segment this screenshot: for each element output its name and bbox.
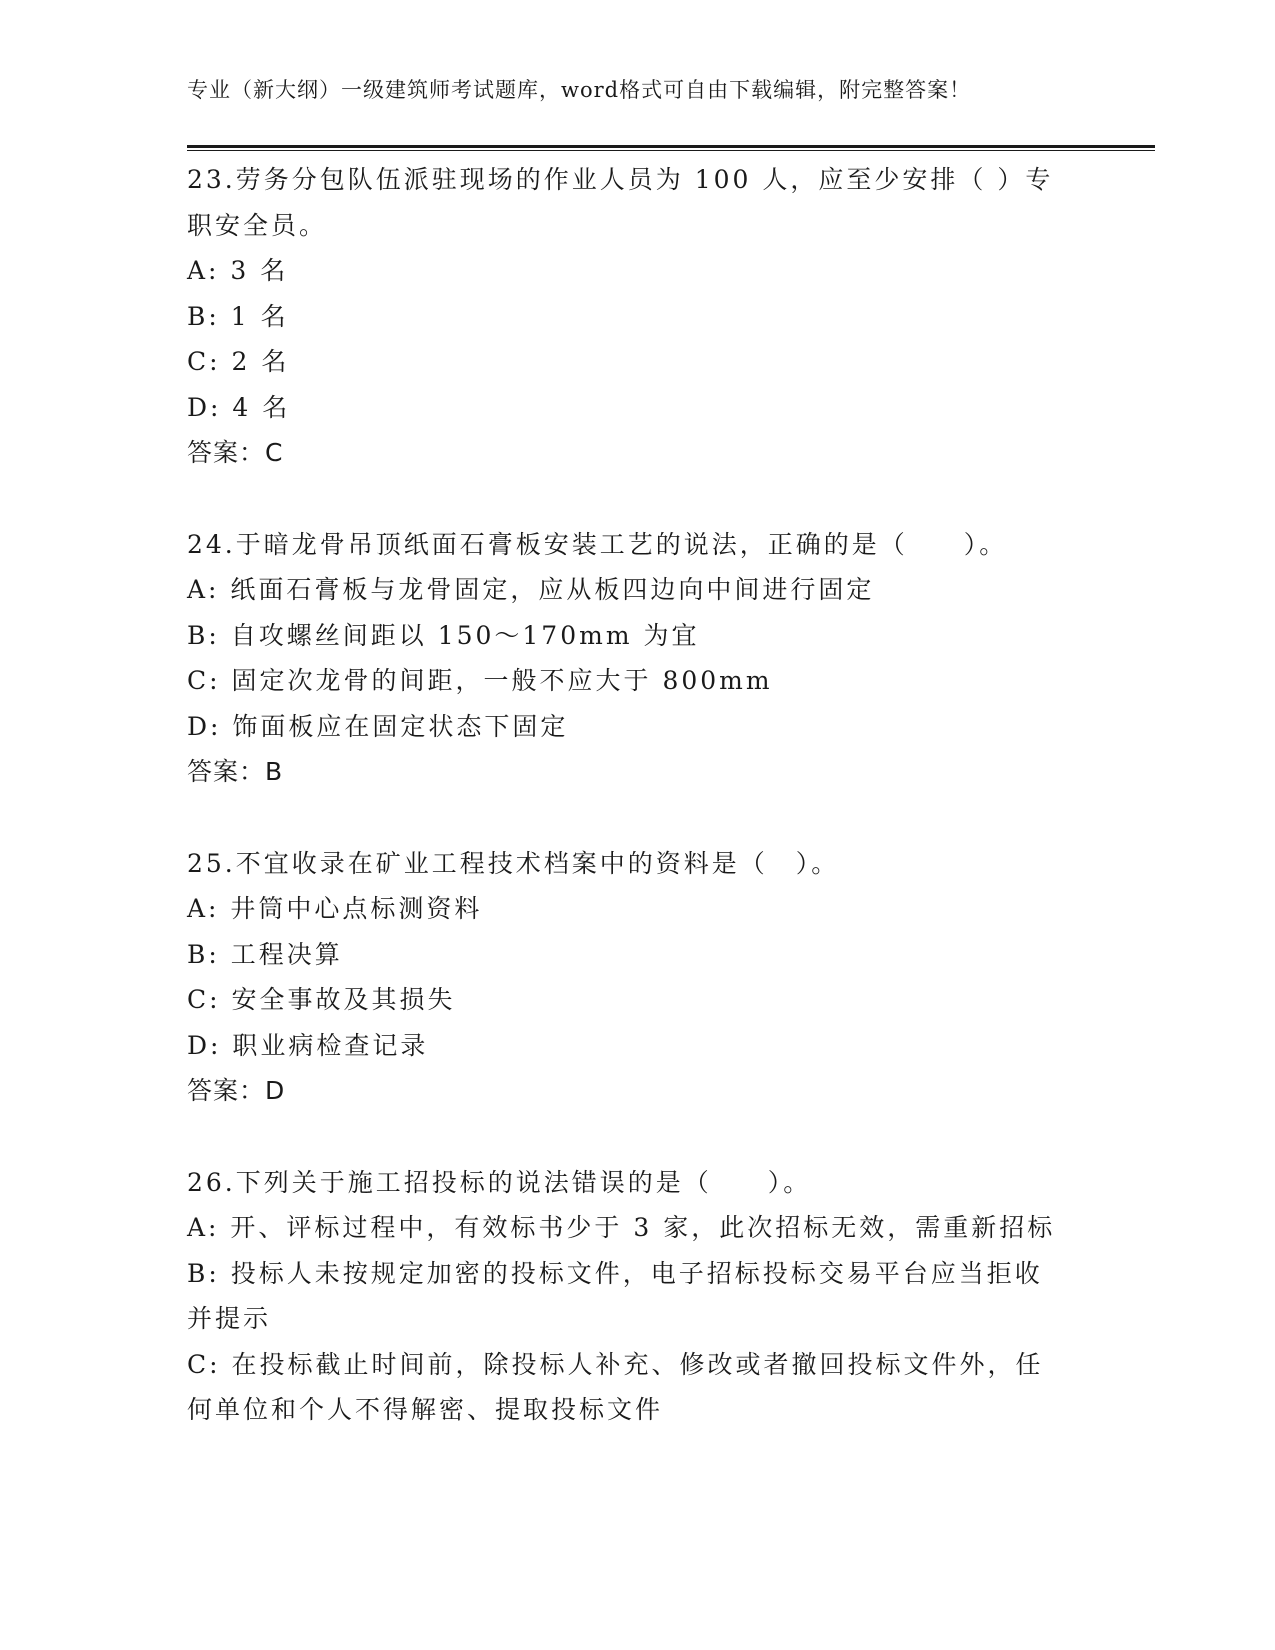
option-a: A: 3 名 xyxy=(187,256,289,285)
question-26 xyxy=(187,1160,1087,1433)
question-25 xyxy=(187,841,1087,1114)
option-a: A: 纸面石膏板与龙骨固定，应从板四边向中间进行固定 xyxy=(187,575,875,604)
option-b: B: 工程决算 xyxy=(187,939,343,969)
answer-line: 答案：B xyxy=(187,757,284,786)
question-stem: 23.劳务分包队伍派驻现场的作业人员为 100 人，应至少安排（ ）专 xyxy=(187,165,1054,194)
question-list xyxy=(187,157,1087,1433)
question-stem: 25.不宜收录在矿业工程技术档案中的资料是（ ）。 xyxy=(187,848,840,878)
option-a: A: 开、评标过程中，有效标书少于 3 家，此次招标无效，需重新招标 xyxy=(187,1213,1056,1242)
answer-line: 答案：C xyxy=(187,438,284,467)
option-c: C: 在投标截止时间前，除投标人补充、修改或者撤回投标文件外，任 xyxy=(187,1349,1044,1379)
question-stem: 26.下列关于施工招投标的说法错误的是（ ）。 xyxy=(187,1167,812,1197)
option-c: C: 2 名 xyxy=(187,347,290,376)
option-b: B: 自攻螺丝间距以 150～170mm 为宜 xyxy=(187,620,700,650)
option-c: C: 固定次龙骨的间距，一般不应大于 800mm xyxy=(187,666,773,695)
option-d: D: 饰面板应在固定状态下固定 xyxy=(187,711,569,741)
question-24 xyxy=(187,522,1087,795)
option-c-continued: 何单位和个人不得解密、提取投标文件 xyxy=(187,1395,664,1424)
question-stem: 职安全员。 xyxy=(187,210,328,240)
option-c: C: 安全事故及其损失 xyxy=(187,985,456,1014)
header-divider-thin xyxy=(187,150,1155,151)
question-stem: 24.于暗龙骨吊顶纸面石膏板安装工艺的说法，正确的是（ ）。 xyxy=(187,529,1008,559)
option-b: B: 1 名 xyxy=(187,301,289,331)
option-a: A: 井筒中心点标测资料 xyxy=(187,894,483,923)
header-divider-thick xyxy=(187,145,1155,148)
question-23 xyxy=(187,157,1087,476)
option-b: B: 投标人未按规定加密的投标文件，电子招标投标交易平台应当拒收 xyxy=(187,1258,1043,1288)
option-b-continued: 并提示 xyxy=(187,1304,272,1333)
page-header: 专业（新大纲）一级建筑师考试题库，word格式可自由下载编辑，附完整答案！ xyxy=(187,78,972,102)
answer-line: 答案：D xyxy=(187,1076,286,1105)
option-d: D: 职业病检查记录 xyxy=(187,1030,429,1060)
option-d: D: 4 名 xyxy=(187,392,291,422)
